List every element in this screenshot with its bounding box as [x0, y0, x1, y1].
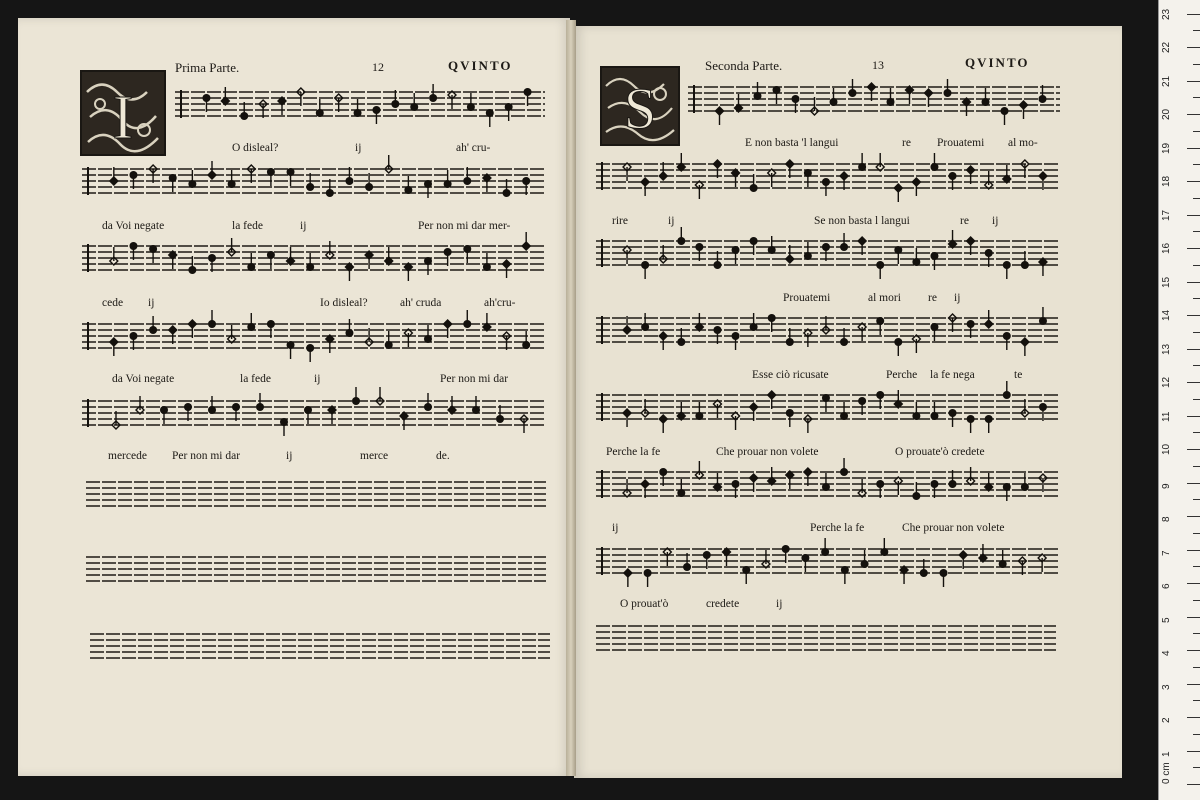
right-staff-2: [596, 160, 1060, 200]
right-staff-5: [596, 391, 1060, 431]
ruler-half-tick: [1193, 231, 1200, 232]
left-lyric-2d: Per non mi dar mer-: [418, 220, 511, 232]
left-empty-staff-3: [90, 630, 550, 670]
left-lyric-3d: ah' cruda: [400, 297, 442, 309]
left-empty-staff-1: [86, 478, 546, 518]
left-voice-label: QVINTO: [448, 58, 513, 73]
ruler-half-tick: [1193, 499, 1200, 500]
ruler-cm-label: 9: [1161, 482, 1172, 489]
ruler-cm-tick: [1187, 349, 1200, 350]
ruler-half-tick: [1193, 600, 1200, 601]
ruler-cm-tick: [1187, 751, 1200, 752]
ruler-cm-label: 12: [1161, 376, 1172, 388]
right-lyric-2d: re: [960, 215, 969, 227]
ruler-cm-tick: [1187, 14, 1200, 15]
right-lyric-6b: Perche la fe: [810, 522, 865, 534]
left-lyric-4d: Per non mi dar: [440, 373, 509, 385]
ruler-cm-label: 23: [1161, 8, 1172, 20]
right-staff-6: [596, 468, 1060, 508]
ruler-half-tick: [1193, 365, 1200, 366]
ruler-cm-label: 18: [1161, 175, 1172, 187]
left-lyric-5b: Per non mi dar: [172, 450, 241, 462]
left-staff-3: [82, 242, 544, 282]
left-lyric-1c: ah' cru-: [456, 142, 491, 154]
ruler-cm-label: 10: [1161, 443, 1172, 455]
ruler-cm-label: 5: [1161, 616, 1172, 623]
right-staff-3: [596, 237, 1060, 277]
left-initial-letter: I: [112, 84, 134, 152]
right-lyric-2c: Se non basta l langui: [814, 215, 910, 227]
right-lyric-4c: la fe nega: [930, 369, 975, 381]
ruler-half-tick: [1193, 533, 1200, 534]
right-lyric-3a: Prouatemi: [783, 292, 831, 304]
ruler-cm-label: 1: [1161, 750, 1172, 757]
ruler-cm-label: 13: [1161, 343, 1172, 355]
ruler-cm-label: 6: [1161, 583, 1172, 589]
ruler-cm-label: 4: [1161, 650, 1172, 656]
ruler-cm-label: 11: [1161, 411, 1172, 422]
ruler-half-tick: [1193, 97, 1200, 98]
book-gutter: [566, 20, 576, 776]
left-lyric-5d: merce: [360, 450, 389, 462]
ruler-half-tick: [1193, 566, 1200, 567]
ruler-cm-tick: [1187, 583, 1200, 584]
left-lyric-4c: ij: [314, 373, 321, 385]
right-lyric-4d: te: [1014, 369, 1023, 381]
ruler-cm-label: 21: [1161, 75, 1172, 87]
ruler-cm-label: 3: [1161, 683, 1172, 690]
right-lyric-3c: re: [928, 292, 937, 304]
ruler-cm-tick: [1187, 550, 1200, 551]
right-lyric-6c: Che prouar non volete: [902, 522, 1005, 534]
right-lyric-5a: Perche la fe: [606, 446, 661, 458]
ruler-cm-tick: [1187, 382, 1200, 383]
ruler-cm-label: 14: [1161, 309, 1172, 321]
right-lyric-4b: Perche: [886, 369, 918, 381]
right-lyric-1d: al mo-: [1008, 137, 1038, 149]
right-initial-letter: S: [623, 76, 657, 141]
left-lyric-2c: ij: [300, 220, 307, 232]
left-decorated-initial: [80, 70, 166, 156]
left-lyric-3c: Io disleal?: [320, 297, 368, 309]
left-lyric-3a: cede: [102, 297, 124, 309]
ruler-cm-label: 20: [1161, 108, 1172, 120]
ruler-cm-tick: [1187, 248, 1200, 249]
left-lyric-3e: ah'cru-: [484, 297, 516, 309]
ruler-half-tick: [1193, 131, 1200, 132]
left-lyric-2b: la fede: [232, 220, 263, 232]
ruler-half-tick: [1193, 198, 1200, 199]
ruler-cm-tick: [1187, 282, 1200, 283]
left-part-title: Prima Parte.: [175, 60, 240, 75]
ruler-cm-tick: [1187, 114, 1200, 115]
right-empty-staff-1: [596, 622, 1056, 662]
ruler-cm-label: 8: [1161, 516, 1172, 522]
ruler-half-tick: [1193, 700, 1200, 701]
ruler-cm-tick: [1187, 449, 1200, 450]
left-lyric-5e: de.: [436, 450, 450, 462]
ruler-half-tick: [1193, 432, 1200, 433]
right-decorated-initial: [600, 66, 680, 146]
ruler-cm-tick: [1187, 81, 1200, 82]
left-lyric-1a: O disleal?: [232, 142, 279, 154]
left-lyric-1b: ij: [355, 142, 362, 154]
ruler-half-tick: [1193, 466, 1200, 467]
right-lyric-4a: Esse ciò ricusate: [752, 369, 829, 381]
left-lyric-2a: da Voi negate: [102, 220, 165, 232]
ruler-half-tick: [1193, 164, 1200, 165]
right-lyric-3d: ij: [954, 292, 961, 304]
ruler-half-tick: [1193, 633, 1200, 634]
ruler-half-tick: [1193, 767, 1200, 768]
left-page-number: 12: [372, 60, 384, 74]
right-staff-7: [596, 545, 1060, 585]
ruler-half-tick: [1193, 332, 1200, 333]
measurement-ruler: [1158, 0, 1200, 800]
ruler-half-tick: [1193, 30, 1200, 31]
left-staff-1: [175, 88, 545, 128]
ruler-cm-tick: [1187, 416, 1200, 417]
ruler-cm-label: 16: [1161, 242, 1172, 254]
ruler-cm-tick: [1187, 148, 1200, 149]
right-lyric-7b: credete: [706, 598, 740, 610]
ruler-cm-label: 2: [1161, 717, 1172, 723]
ruler-cm-label: 22: [1161, 41, 1172, 53]
ruler-cm-tick: [1187, 315, 1200, 316]
ruler-cm-tick: [1187, 215, 1200, 216]
right-lyric-7c: ij: [776, 598, 783, 610]
right-voice-label: QVINTO: [965, 55, 1030, 70]
ruler-cm-tick: [1187, 47, 1200, 48]
right-lyric-7a: O prouat'ò: [620, 598, 669, 610]
ruler-cm-label: 17: [1161, 209, 1172, 221]
ruler-half-tick: [1193, 265, 1200, 266]
ruler-half-tick: [1193, 734, 1200, 735]
right-page-number: 13: [872, 58, 884, 72]
left-staff-4: [82, 320, 544, 360]
left-empty-staff-2: [86, 553, 546, 593]
ruler-cm-tick: [1187, 516, 1200, 517]
ruler-cm-label: 15: [1161, 276, 1172, 288]
right-lyric-2b: ij: [668, 215, 675, 227]
ruler-cm-label: 19: [1161, 142, 1172, 154]
right-lyric-5c: O prouate'ò credete: [895, 446, 985, 458]
ruler-cm-tick: [1187, 684, 1200, 685]
ruler-cm-tick: [1187, 617, 1200, 618]
right-lyric-5b: Che prouar non volete: [716, 446, 819, 458]
left-lyric-4a: da Voi negate: [112, 373, 175, 385]
ruler-cm-tick: [1187, 181, 1200, 182]
left-lyric-4b: la fede: [240, 373, 271, 385]
right-part-title: Seconda Parte.: [705, 58, 783, 73]
ruler-cm-tick: [1187, 717, 1200, 718]
right-staff-1: [688, 83, 1060, 123]
left-staff-2: [82, 165, 544, 205]
ruler-half-tick: [1193, 64, 1200, 65]
ruler-cm-tick: [1187, 784, 1200, 785]
right-lyric-1b: re: [902, 137, 911, 149]
left-lyric-5a: mercede: [108, 450, 147, 462]
right-staff-4: [596, 314, 1060, 354]
right-lyric-1c: Prouatemi: [937, 137, 985, 149]
ruler-cm-tick: [1187, 650, 1200, 651]
left-lyric-3b: ij: [148, 297, 155, 309]
right-lyric-6a: ij: [612, 522, 619, 534]
right-lyric-2a: rire: [612, 215, 628, 227]
ruler-half-tick: [1193, 667, 1200, 668]
left-lyric-5c: ij: [286, 450, 293, 462]
left-staff-5: [82, 397, 544, 437]
right-lyric-1a: E non basta 'l langui: [745, 137, 839, 149]
right-lyric-2e: ij: [992, 215, 999, 227]
ruler-unit-label: 0 cm: [1161, 762, 1172, 784]
ruler-half-tick: [1193, 399, 1200, 400]
ruler-cm-label: 7: [1161, 549, 1172, 556]
ruler-cm-tick: [1187, 483, 1200, 484]
right-lyric-3b: al mori: [868, 292, 901, 304]
ruler-half-tick: [1193, 298, 1200, 299]
